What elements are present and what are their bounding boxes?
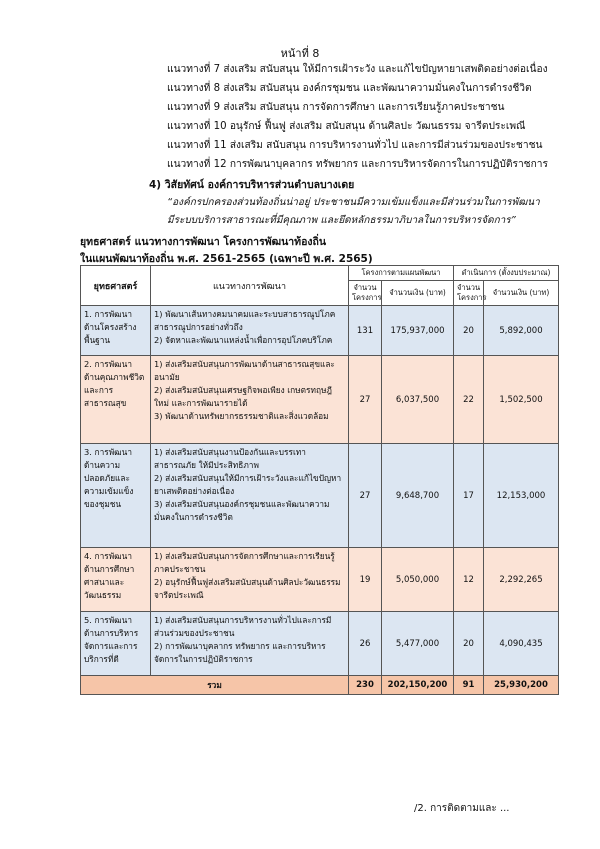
footer-continuation: /2. การติดตามและ ... xyxy=(414,803,510,814)
table-title-line-2: ในแผนพัฒนาท้องถิ่น พ.ศ. 2561-2565 (เฉพาะปี พ.ศ. 2565) xyxy=(80,253,373,265)
header-guideline: แนวทางการพัฒนา xyxy=(151,266,349,306)
guideline-item: 2) การพัฒนาบุคลากร ทรัพยากร และการบริหารจัดการในการปฏิบัติราชการ xyxy=(154,641,326,664)
total-row xyxy=(81,676,559,695)
strategy-table xyxy=(80,265,559,695)
done-amount: 4,090,435 xyxy=(484,612,559,676)
row-guidelines xyxy=(151,356,349,444)
guideline-item: 1) ส่งเสริมสนับสนุนงานป้องกันและบรรเทาสาธารณภัย ให้มีประสิทธิภาพ xyxy=(154,447,306,470)
vision-line-2: มีระบบบริการสาธารณะที่มีคุณภาพ และยึดหลักธรรมาภิบาลในการบริหารจัดการ” xyxy=(167,215,516,226)
header-strategy: ยุทธศาสตร์ xyxy=(81,266,151,306)
page-number: หน้าที่ 8 xyxy=(280,47,320,60)
plan-count: 131 xyxy=(349,306,382,356)
vision-heading: 4) วิสัยทัศน์ องค์การบริหารส่วนตำบลบางเดย xyxy=(149,179,355,191)
done-amount: 2,292,265 xyxy=(484,548,559,612)
row-strategy: 2. การพัฒนาด้านคุณภาพชีวิตและการสาธารณสุข xyxy=(81,356,151,444)
row-guidelines xyxy=(151,548,349,612)
total-done-count: 91 xyxy=(454,676,484,695)
guideline-line-10: แนวทางที่ 10 อนุรักษ์ ฟื้นฟู ส่งเสริม สนับสนุน ด้านศิลปะ วัฒนธรรม จารีตประเพณี xyxy=(167,121,526,132)
total-plan-amount: 202,150,200 xyxy=(382,676,454,695)
header-done-amount: จำนวนเงิน (บาท) xyxy=(484,281,559,306)
plan-amount: 5,477,000 xyxy=(382,612,454,676)
guideline-item: 2) จัดหาและพัฒนาแหล่งน้ำเพื่อการอุปโภคบริโภค xyxy=(154,335,333,345)
done-count: 12 xyxy=(454,548,484,612)
plan-count: 27 xyxy=(349,444,382,548)
guideline-item: 2) ส่งเสริมสนับสนุนเศรษฐกิจพอเพียง เกษตรทฤษฎีใหม่ และการพัฒนารายได้ xyxy=(154,385,333,408)
done-count: 17 xyxy=(454,444,484,548)
guideline-line-8: แนวทางที่ 8 ส่งเสริม สนับสนุน องค์กรชุมชน และพัฒนาความมั่นคงในการดำรงชีวิต xyxy=(167,83,532,94)
guideline-item: 3) พัฒนาด้านทรัพยากรธรรมชาติและสิ่งแวดล้อม xyxy=(154,411,329,421)
done-amount: 12,153,000 xyxy=(484,444,559,548)
plan-amount: 5,050,000 xyxy=(382,548,454,612)
guideline-item: 2) ส่งเสริมสนับสนุนให้มีการเฝ้าระวังและแก้ไขปัญหายาเสพติดอย่างต่อเนื่อง xyxy=(154,473,342,496)
guideline-item: 1) ส่งเสริมสนับสนุนการบริหารงานทั่วไปและการมีส่วนร่วมของประชาชน xyxy=(154,615,332,638)
guideline-item: 1) พัฒนาเส้นทางคมนาคมและระบบสาธารณูปโภคสาธารณูปการอย่างทั่วถึง xyxy=(154,309,336,332)
total-plan-count: 230 xyxy=(349,676,382,695)
plan-count: 27 xyxy=(349,356,382,444)
guideline-item: 3) ส่งเสริมสนับสนุนองค์กรชุมชนและพัฒนาความมั่นคงในการดำรงชีวิต xyxy=(154,499,330,522)
vision-line-1: “องค์กรปกครองส่วนท้องถิ่นน่าอยู่ ประชาชนมีความเข้มแข็งและมีส่วนร่วมในการพัฒนา xyxy=(167,197,540,208)
guideline-item: 1) ส่งเสริมสนับสนุนการพัฒนาด้านสาธารณสุขและอนามัย xyxy=(154,359,335,382)
header-plan-count: จำนวนโครงการ xyxy=(349,281,382,306)
done-amount: 5,892,000 xyxy=(484,306,559,356)
table-row xyxy=(81,356,559,444)
total-label: รวม xyxy=(81,676,349,695)
header-done-group: ดำเนินการ (ตั้งงบประมาณ) xyxy=(454,266,559,281)
done-count: 22 xyxy=(454,356,484,444)
row-strategy: 4. การพัฒนาด้านการศึกษา ศาสนาและวัฒนธรรม xyxy=(81,548,151,612)
plan-count: 26 xyxy=(349,612,382,676)
guideline-item: 2) อนุรักษ์ฟื้นฟูส่งเสริมสนับสนุนด้านศิลปะวัฒนธรรมจารีตประเพณี xyxy=(154,577,341,600)
header-plan-amount: จำนวนเงิน (บาท) xyxy=(382,281,454,306)
guideline-line-12: แนวทางที่ 12 การพัฒนาบุคลากร ทรัพยากร และการบริหารจัดการในการปฏิบัติราชการ xyxy=(167,159,548,170)
plan-amount: 6,037,500 xyxy=(382,356,454,444)
row-strategy: 5. การพัฒนาด้านการบริหารจัดการและการบริการที่ดี xyxy=(81,612,151,676)
header-done-count: จำนวนโครงการ xyxy=(454,281,484,306)
guideline-line-9: แนวทางที่ 9 ส่งเสริม สนับสนุน การจัดการศึกษา และการเรียนรู้ภาคประชาชน xyxy=(167,102,505,113)
header-plan-group: โครงการตามแผนพัฒนา xyxy=(349,266,454,281)
row-guidelines xyxy=(151,444,349,548)
plan-amount: 175,937,000 xyxy=(382,306,454,356)
plan-amount: 9,648,700 xyxy=(382,444,454,548)
table-row xyxy=(81,444,559,548)
done-count: 20 xyxy=(454,306,484,356)
total-done-amount: 25,930,200 xyxy=(484,676,559,695)
guideline-item: 1) ส่งเสริมสนับสนุนการจัดการศึกษาและการเรียนรู้ภาคประชาชน xyxy=(154,551,335,574)
table-row xyxy=(81,306,559,356)
table-row xyxy=(81,548,559,612)
row-guidelines xyxy=(151,612,349,676)
row-guidelines xyxy=(151,306,349,356)
row-strategy: 3. การพัฒนาด้านความปลอดภัยและความเข้มแข็งของชุมชน xyxy=(81,444,151,548)
done-amount: 1,502,500 xyxy=(484,356,559,444)
guideline-line-7: แนวทางที่ 7 ส่งเสริม สนับสนุน ให้มีการเฝ้าระวัง และแก้ไขปัญหายาเสพติดอย่างต่อเนื่อง xyxy=(167,64,548,75)
table-title-line-1: ยุทธศาสตร์ แนวทางการพัฒนา โครงการพัฒนาท้องถิ่น xyxy=(80,236,327,248)
table-row xyxy=(81,612,559,676)
plan-count: 19 xyxy=(349,548,382,612)
guideline-line-11: แนวทางที่ 11 ส่งเสริม สนับสนุน การบริหารงานทั่วไป และการมีส่วนร่วมของประชาชน xyxy=(167,140,543,151)
done-count: 20 xyxy=(454,612,484,676)
row-strategy: 1. การพัฒนาด้านโครงสร้างพื้นฐาน xyxy=(81,306,151,356)
